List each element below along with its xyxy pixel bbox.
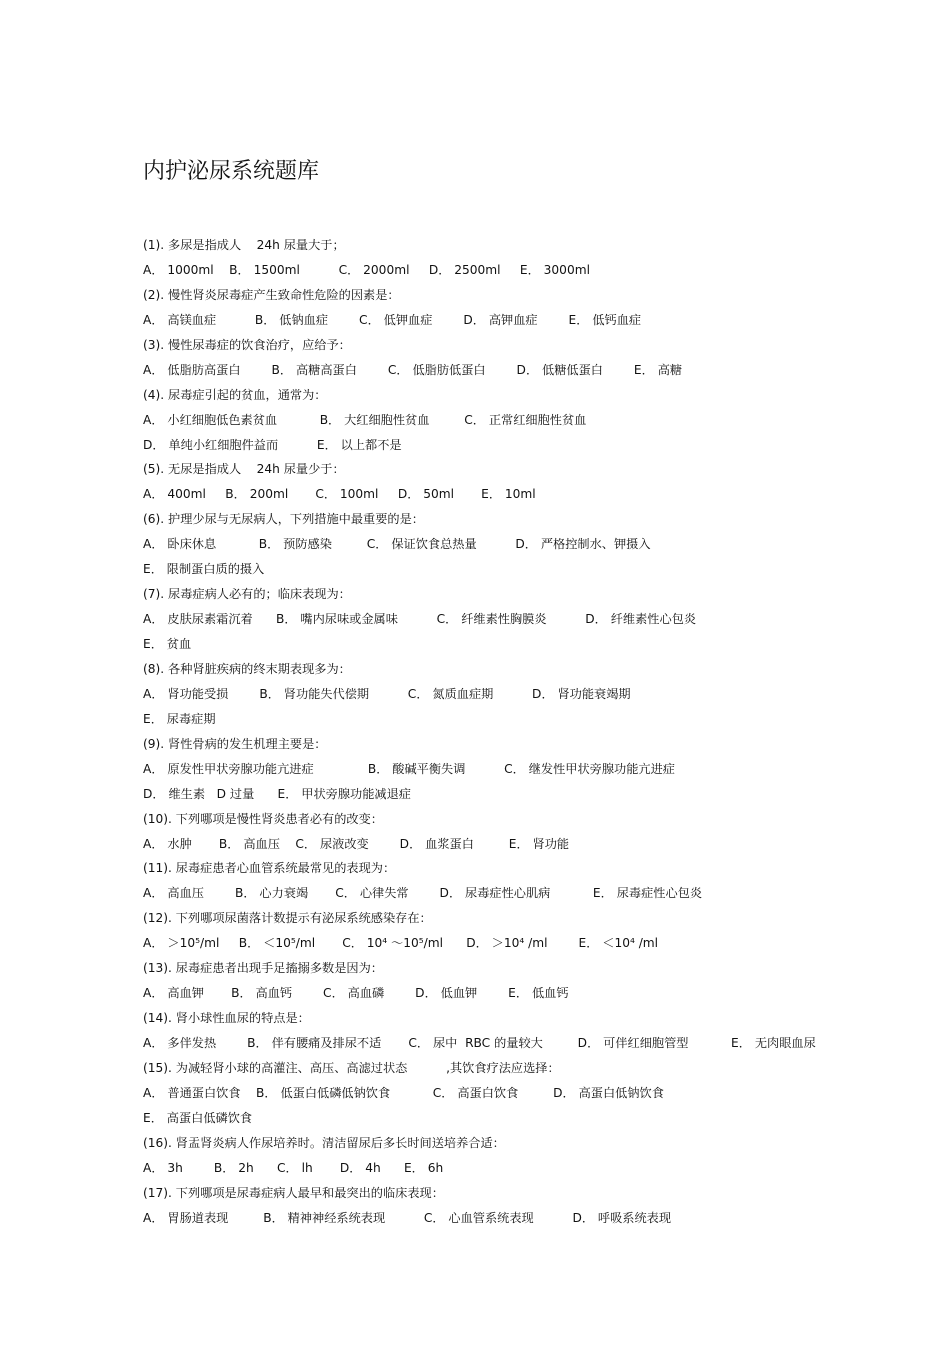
options-line: A． 低脂肪高蛋白 B． 高糖高蛋白 C． 低脂肪低蛋白 D． 低糖低蛋白 E． 高糖 — [143, 362, 683, 377]
question-line: (6). 护理少尿与无尿病人，下列措施中最重要的是： — [143, 512, 424, 527]
options-line: A． 原发性甲状旁腺功能亢进症 B． 酸碱平衡失调 C． 继发性甲状旁腺功能亢进症 — [143, 761, 675, 776]
question-line: (2). 慢性肾炎尿毒症产生致命性危险的因素是： — [143, 287, 400, 302]
options-line: A． 3h B． 2h C． lh D． 4h E． 6h — [143, 1160, 444, 1175]
options-line: A． 高血钾 B． 高血钙 C． 高血磷 D． 低血钾 E． 低血钙 — [143, 986, 569, 1001]
question-line: (14). 肾小球性血尿的特点是： — [143, 1011, 310, 1026]
question-line: (12). 下列哪项尿菌落计数提示有泌尿系统感染存在： — [143, 911, 432, 926]
options-line: A． 水肿 B． 高血压 C． 尿液改变 D． 血浆蛋白 E． 肾功能 — [143, 836, 570, 851]
options-line: A． ＞10⁵/ml B． ＜10⁵/ml C． 10⁴ ～10⁵/ml D． ＞10⁴ /ml E． ＜10⁴ /ml — [143, 936, 659, 951]
document-title: 内护泌尿系统题库 — [143, 159, 320, 184]
options-line: E． 限制蛋白质的摄入 — [143, 562, 265, 577]
options-line: A． 高血压 B． 心力衰竭 C． 心律失常 D． 尿毒症性心肌病 E． 尿毒症性心包炎 — [143, 886, 703, 901]
options-line: A． 1000ml B． 1500ml C． 2000ml D． 2500ml E． 3000ml — [143, 262, 590, 277]
options-line: A． 皮肤尿素霜沉着 B． 嘴内尿味或金属味 C． 纤维素性胸膜炎 D． 纤维素性心包炎 — [143, 612, 697, 627]
options-line: E． 高蛋白低磷饮食 — [143, 1110, 253, 1125]
options-line: D． 单纯小红细胞件益而 E． 以上都不是 — [143, 437, 402, 452]
options-line: E． 贫血 — [143, 637, 192, 651]
question-line: (17). 下列哪项是尿毒症病人最早和最突出的临床表现： — [143, 1185, 444, 1200]
question-line: (15). 为减轻肾小球的高灌注、高压、高滤过状态 ,其饮食疗法应选择： — [143, 1060, 560, 1075]
options-line: A． 高镁血症 B． 低钠血症 C． 低钾血症 D． 高钾血症 E． 低钙血症 — [143, 312, 642, 327]
question-line: (11). 尿毒症患者心血管系统最常见的表现为： — [143, 861, 396, 876]
options-line: A． 400ml B． 200ml C． 100ml D． 50ml E． 10ml — [143, 487, 536, 502]
options-line: D． 维生素 D 过量 E． 甲状旁腺功能减退症 — [143, 786, 411, 801]
options-line: A． 多伴发热 B． 伴有腰痛及排尿不适 C． 尿中 RBC 的量较大 D． 可伴红细胞管型 E． 无肉眼血尿 — [143, 1036, 816, 1050]
question-line: (13). 尿毒症患者出现手足搐搦多数是因为： — [143, 961, 383, 976]
question-line: (7). 尿毒症病人必有的；临床表现为： — [143, 587, 351, 602]
options-line: A． 胃肠道表现 B． 精神神经系统表现 C． 心血管系统表现 D． 呼吸系统表现 — [143, 1210, 672, 1225]
options-line: E． 尿毒症期 — [143, 711, 216, 726]
question-line: (1). 多尿是指成人 24h 尿量大于； — [143, 238, 345, 252]
question-line: (4). 尿毒症引起的贫血，通常为： — [143, 387, 327, 402]
options-line: A． 卧床休息 B． 预防感染 C． 保证饮食总热量 D． 严格控制水、钾摄入 — [143, 537, 651, 552]
question-line: (10). 下列哪项是慢性肾炎患者必有的改变： — [143, 811, 383, 826]
options-line: A． 肾功能受损 B． 肾功能失代偿期 C． 氮质血症期 D． 肾功能衰竭期 — [143, 686, 631, 701]
question-list — [143, 233, 863, 1231]
question-line: (3). 慢性尿毒症的饮食治疗，应给予： — [143, 337, 351, 352]
question-line: (9). 肾性骨病的发生机理主要是： — [143, 736, 327, 751]
question-line: (5). 无尿是指成人 24h 尿量少于： — [143, 462, 345, 477]
options-line: A． 普通蛋白饮食 B． 低蛋白低磷低钠饮食 C． 高蛋白饮食 D． 高蛋白低钠饮食 — [143, 1085, 664, 1100]
options-line: A． 小红细胞低色素贫血 B． 大红细胞性贫血 C． 正常红细胞性贫血 — [143, 412, 587, 427]
question-line: (8). 各种肾脏疾病的终末期表现多为： — [143, 661, 351, 676]
question-line: (16). 肾盂肾炎病人作尿培养时。清洁留尿后多长时间送培养合适： — [143, 1135, 505, 1150]
